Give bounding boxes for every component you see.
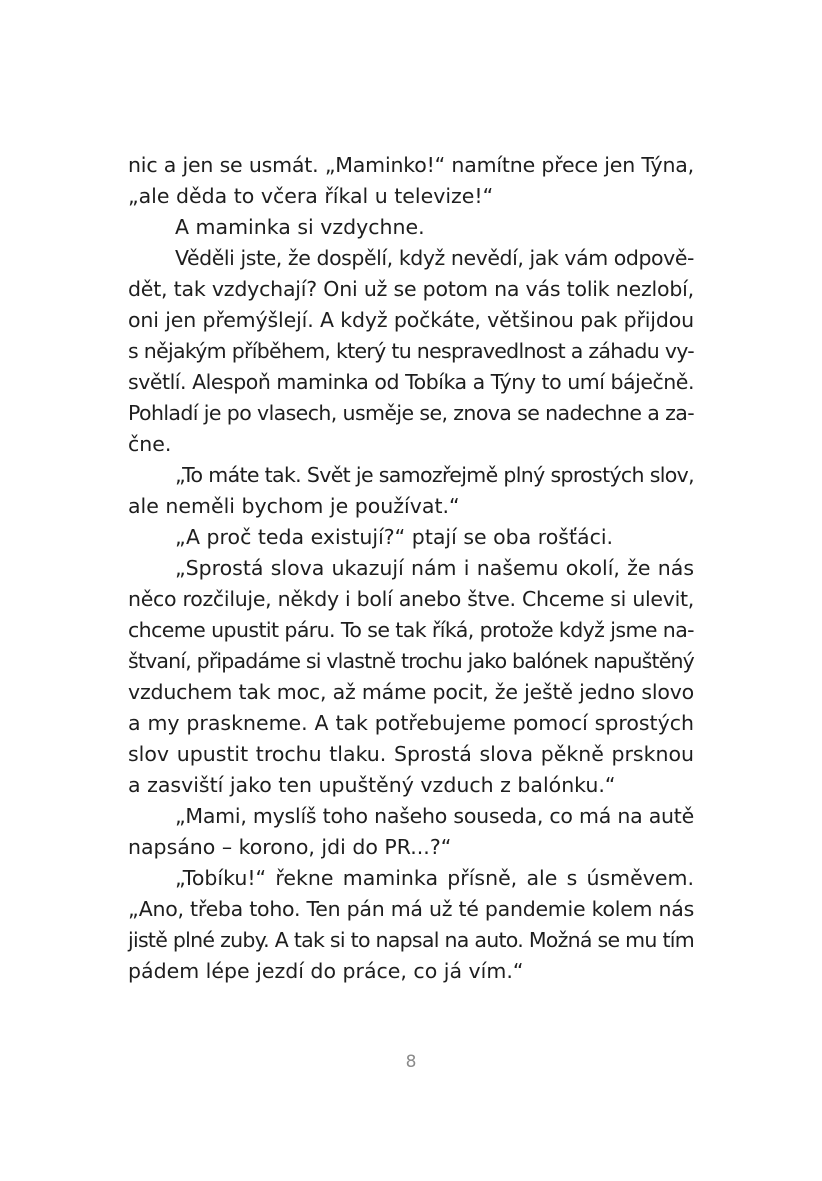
paragraph-start-line: „Tobíku!“ řekne maminka přísně, ale s úsměvem. [175,866,694,890]
text-line: dět, tak vzdychají? Oni už se potom na vás tolik nezlobí, [128,277,694,301]
paragraph-start-line: „To máte tak. Svět je samozřejmě plný sprostých slov, [175,463,694,487]
text-line: vzduchem tak moc, až máme pocit, že ještě jedno slovo [128,680,694,704]
text-line: ale neměli bychom je používat.“ [128,494,460,518]
text-line: oni jen přemýšlejí. A když počkáte, většinou pak přijdou [128,308,694,332]
text-line: s nějakým příběhem, který tu nespravedlnost a záhadu vy- [128,339,694,363]
text-line: jistě plné zuby. A tak si to napsal na auto. Možná se mu tím [128,928,694,952]
text-line: napsáno – korono, jdi do PR...?“ [128,835,452,859]
paragraph-start-line: Věděli jste, že dospělí, když nevědí, jak vám odpově- [175,246,694,270]
text-line: světlí. Alespoň maminka od Tobíka a Týny to umí báječně. [128,370,694,394]
text-line: chceme upustit páru. To se tak říká, protože když jsme na- [128,618,694,642]
paragraph-start-line: „Sprostá slova ukazují nám i našemu okolí, že nás [175,556,694,580]
text-line: pádem lépe jezdí do práce, co já vím.“ [128,959,524,983]
paragraph-start-line: „Mami, myslíš toho našeho souseda, co má na autě [175,804,694,828]
paragraph-start-line: A maminka si vzdychne. [175,215,425,239]
page-number: 8 [405,1052,417,1072]
text-line: nic a jen se usmát. „Maminko!“ namítne přece jen Týna, [128,153,694,177]
text-line: a zasviští jako ten upuštěný vzduch z balónku.“ [128,773,616,797]
text-line: štvaní, připadáme si vlastně trochu jako balónek napuštěný [128,649,694,673]
text-line: a my praskneme. A tak potřebujeme pomocí sprostých [128,711,694,735]
text-line: „ale děda to včera říkal u televize!“ [128,184,494,208]
paragraph-start-line: „A proč teda existují?“ ptají se oba rošťáci. [175,525,614,549]
body-text [128,150,694,987]
text-line: čne. [128,432,172,456]
text-line: něco rozčiluje, někdy i bolí anebo štve. Chceme si ulevit, [128,587,694,611]
text-line: Pohladí je po vlasech, usměje se, znova se nadechne a za- [128,401,694,425]
text-line: „Ano, třeba toho. Ten pán má už té pandemie kolem nás [128,897,694,921]
text-line: slov upustit trochu tlaku. Sprostá slova pěkně prsknou [128,742,694,766]
